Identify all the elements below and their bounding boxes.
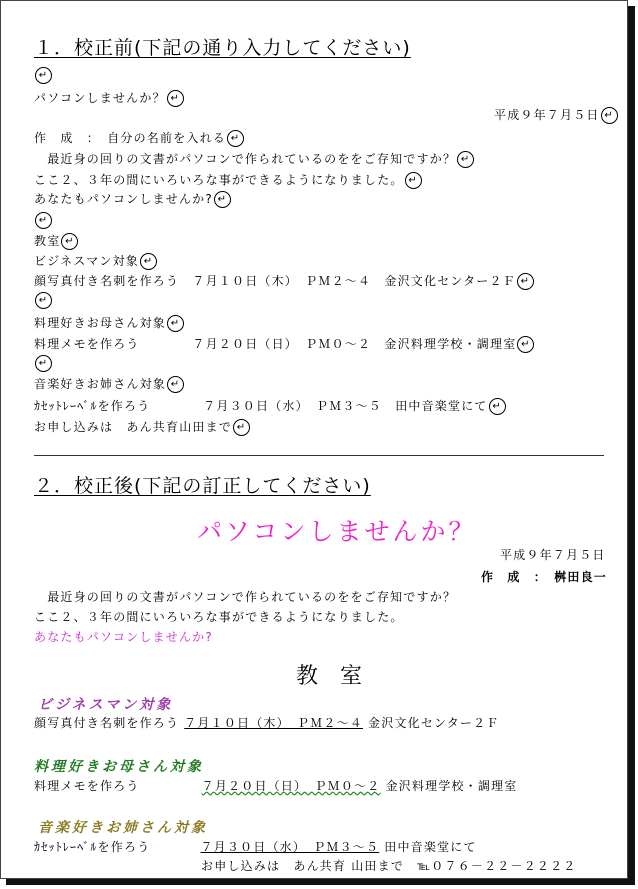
text-line: 料理好きお母さん対象 ↵ bbox=[34, 315, 184, 332]
text-line: ここ２、３年の間にいろいろな事ができるようになりました。 ↵ bbox=[34, 172, 422, 189]
return-icon: ↵ bbox=[167, 376, 184, 393]
return-icon: ↵ bbox=[517, 273, 534, 290]
return-icon: ↵ bbox=[35, 67, 52, 84]
event-name: 料理メモを作ろう bbox=[34, 779, 140, 793]
return-icon: ↵ bbox=[405, 172, 422, 189]
classroom-heading: 教室 bbox=[296, 664, 385, 689]
event-datetime: ７月２０日（日） ＰＭ０～２ bbox=[201, 779, 381, 793]
return-line bbox=[34, 212, 52, 229]
event-name: 顔写真付き名刺を作ろう bbox=[34, 716, 180, 730]
return-icon: ↵ bbox=[233, 419, 250, 436]
event-place: 金沢料理学校・調理室 bbox=[385, 779, 518, 793]
event-row bbox=[34, 779, 517, 793]
return-line bbox=[34, 67, 52, 84]
text-line: ｶｾｯﾄﾚｰﾍﾞﾙを作ろう ７月３０日（水） ＰＭ３～５ 田中音楽堂にて ↵ bbox=[34, 398, 506, 415]
event-target-business: ビジネスマン対象 bbox=[38, 697, 174, 713]
return-icon: ↵ bbox=[601, 107, 618, 124]
text-line: 教室 ↵ bbox=[34, 233, 78, 250]
text-line: 料理メモを作ろう ７月２０日（日） ＰＭ０～２ 金沢料理学校・調理室 ↵ bbox=[34, 336, 534, 353]
event-place: 金沢文化センター２Ｆ bbox=[368, 716, 500, 730]
text-line: 音楽好きお姉さん対象 ↵ bbox=[34, 376, 184, 393]
flyer-body-line: 最近身の回りの文書がパソコンで作られているのををご存知ですか？ bbox=[34, 590, 457, 604]
return-icon: ↵ bbox=[227, 130, 244, 147]
flyer-title: パソコンしませんか？ bbox=[197, 517, 477, 546]
return-icon: ↵ bbox=[214, 191, 231, 208]
return-icon: ↵ bbox=[35, 212, 52, 229]
flyer-author: 作 成 ： 桝田良一 bbox=[481, 570, 608, 584]
event-datetime: ７月３０日（水） ＰＭ３～５ bbox=[200, 840, 380, 854]
section-divider bbox=[34, 455, 604, 456]
flyer-date: 平成９年７月５日 bbox=[500, 548, 606, 562]
event-row bbox=[34, 840, 477, 854]
text-line: パソコンしませんか？ ↵ bbox=[34, 90, 184, 107]
event-name: ｶｾｯﾄﾚｰﾍﾞﾙを作ろう bbox=[34, 840, 151, 854]
text-line: お申し込みは あん共育山田まで ↵ bbox=[34, 419, 250, 436]
flyer-body-line: ここ２、３年の間にいろいろな事ができるようになりました。 bbox=[34, 610, 404, 624]
event-row bbox=[34, 716, 500, 730]
return-icon: ↵ bbox=[167, 315, 184, 332]
return-icon: ↵ bbox=[489, 398, 506, 415]
return-line bbox=[34, 355, 52, 372]
event-place: 田中音楽堂にて bbox=[384, 840, 477, 854]
return-icon: ↵ bbox=[457, 151, 474, 168]
event-target-mothers: 料理好きお母さん対象 bbox=[34, 759, 204, 775]
text-line: ビジネスマン対象 ↵ bbox=[34, 253, 157, 270]
return-icon: ↵ bbox=[35, 292, 52, 309]
return-icon: ↵ bbox=[140, 253, 157, 270]
text-line: 顔写真付き名刺を作ろう ７月１０日（木） ＰＭ２～４ 金沢文化センター２Ｆ ↵ bbox=[34, 273, 534, 290]
flyer-body-line-highlight: あなたもパソコンしませんか? bbox=[34, 630, 213, 644]
section2-heading: ２．校正後(下記の訂正してください) bbox=[34, 475, 371, 497]
text-line: 最近身の回りの文書がパソコンで作られているのををご存知ですか？ ↵ bbox=[34, 151, 474, 168]
page-shadow-right bbox=[627, 6, 635, 883]
return-icon: ↵ bbox=[517, 336, 534, 353]
text-line: あなたもパソコンしませんか? ↵ bbox=[34, 191, 231, 208]
return-icon: ↵ bbox=[35, 355, 52, 372]
event-datetime: ７月１０日（木） ＰＭ２～４ bbox=[184, 716, 364, 730]
section1-heading: １．校正前(下記の通り入力してください) bbox=[34, 37, 411, 59]
event-target-sisters: 音楽好きお姉さん対象 bbox=[38, 820, 208, 836]
return-icon: ↵ bbox=[167, 90, 184, 107]
return-line bbox=[34, 292, 52, 309]
text-line-date: 平成９年７月５日 ↵ bbox=[494, 107, 618, 124]
contact-line: お申し込みは あん共育 山田まで ℡０７６－２２－２２２２ bbox=[201, 859, 577, 873]
text-line: 作 成 ： 自分の名前を入れる ↵ bbox=[34, 130, 244, 147]
return-icon: ↵ bbox=[61, 233, 78, 250]
